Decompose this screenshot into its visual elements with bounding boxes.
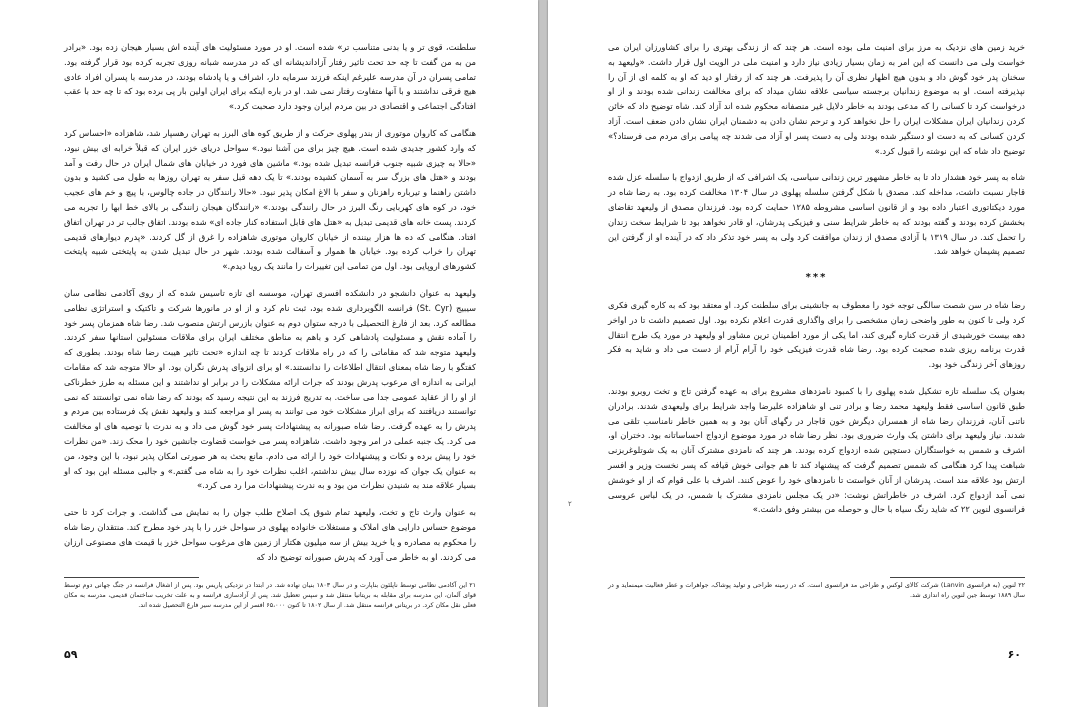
right-page [548, 0, 1087, 707]
footnote: ۲۲ لنوین (به فرانسوی Lanvin) شرکت کالای لوکس و طراحی مد فرانسوی است. که در زمینه طراحی و تولید پوشاک، جواهرات و عطر فعالیت میمنماید و در سال ۱۸۸۹ توسط جین لنوین راه اندازی شد. [608, 582, 1025, 600]
footnote-divider [890, 577, 1025, 578]
paragraph: شاه به پسر خود هشدار داد تا به خاطر مشهور ترین زندانی سیاسی، یک اشرافی که از طریق ازدواج با سلسله عزل شده قاجار نسبت داشت، مداخله کند. مصدق با شکل گرفتن سلسله پهلوی در سال ۱۳۰۴ مخالفت کرده بود. به رضا شاه در مورد دیکتاتوری اعتبار داده بود و از قانون اساسی مشروطه ۱۲۸۵ حمایت کرده بود. فرزندان مصدق از ولیعهد تقاضای بخشش کرده بودند و گفته بودند که به خاطر شرایط سنی و فیزیکی پدرشان، او قادر نخواهد بود تا شرایط سخت زندان را تحمل کند. در سال ۱۳۱۹ با آزادی مصدق از زندان موافقت کرد ولی به پسر خود تذکر داد که در آینده او از گرفتن این تصمیم پشیمان خواهد شد. [608, 172, 1026, 257]
paragraph: خرید زمین های نزدیک به مرز برای امنیت ملی بوده است. هر چند که از زندگی بهتری را برای کشاورزان ایران می خواست ولی می دانست که این امر به زمان بسیار زیادی نیاز دارد و امنیت ملی در الویت اول قرار داشت. «ولیعهد به سخنان پدر خود گوش داد و بدون هیچ اظهار نظری آن را پذیرفت. هر چند که از رفتار او دید که او به کلمه ای از آن را نپذیرفته است. او به موضوع زندانیان برجسته سیاسی علاقه نشان میداد که برای مخالفت زندانی شده بودند و از او درخواست کرد تا کسانی را که مدعی بودند به خاطر دلایل غیر منصفانه محکوم شده اند آزاد کند. شاه توضیح داد که خائن کردن زندانیان ایران مشکلات ایران را حل نخواهد کرد و ترحم نشان دادن به دشمنان ایران نشان دادن ضعف است. آزاد کردن کسانی که به دست او دستگیر شده بودند ولی به دست پسر او آزاد می شدند چه پیامی برای مردم می فرستاد؟» توضیح داد شاه که این نوشته را قبول کرد.» [608, 42, 1025, 156]
margin-mark: ۲ [568, 500, 572, 508]
section-separator: *** [805, 272, 828, 284]
footnote: ۲۱ این آکادمی نظامی توسط ناپلئون بناپارت و در سال ۱۸۰۳ بنیان نهاده شد. در ابتدا در نزدیکی پاریس بود. پس از اشغال فرانسه در جنگ جهانی دوم توسط قوای آلمان، این مدرسه برای مقابله به بریتانیا منتقل شد و سپس تعطیل شد. پس از آزادسازی فرانسه و به علت تخریب ساختمان قدیمی، مدرسه به مکان فعلی نقل مکان کرد. در بریتانی فرانسه منتقل شد. از سال ۱۸۰۲ تا کنون ۶۵،۰۰۰ افسر از این مدرسه سیر فارغ التحصیل شده اند. [64, 582, 476, 610]
paragraph: به عنوان وارث تاج و تخت، ولیعهد تمام شوق یک اصلاح طلب جوان را به نمایش می گذاشت. و جرات کرد تا حتی موضوع حساس دارایی های املاک و مستغلات خانواده پهلوی در سواحل خزر را با پدر خود مطرح کند. منتقدان رضا شاه را محکوم به مصادره و یا خرید بیش از سه میلیون هکتار از زمین های مرغوب سواحل خزر با قیمت های مصنوعی ارزان می کردند. او به خاطر می آورد که پدرش صبورانه توضیح داد که [64, 507, 476, 562]
paragraph: ولیعهد به عنوان دانشجو در دانشکده افسری تهران، موسسه ای تازه تاسیس شده که از روی آکادمی نظامی سان سیبیج (St. Cyr) فرانسه الگوبرداری شده بود، ثبت نام کرد و از او در مانورها شرکت و تاکتیک و استراتژی نظامی مطالعه کرد. بعد از فارغ التحصیلی با درجه ستوان دوم به عنوان بازرس ارتش منصوب شد. رضا شاه همزمان پسر خود را آماده نقش و مسئولیت پادشاهی کرد و باهم به مناطق مختلف ایران برای ملاقات مسئولین استانها سفر کردند. ولیعهد متوجه شد که مقاماتی را که در راه ملاقات کردند تا چه اندازه «تحت تاثیر هیبت رضا شاه بودند. بطوری که کفتگو با رضا شاه بمعنای انتقال اطلاعات را ندانستند.» او برای انزوای پدرش نگران بود. او حالا متوجه شد که مقامات ایرانی به اندازه ای مرعوب پدرش بودند که جرات ارائه مشکلات را در برابر او نداشتند و این مسئله به طرز خطرناکی از او را از عقاید عمومی جدا می ساخت. به تدریج فرزند به این نتیجه رسید که بودند که رضا شاه نمی توانستند که نمی توانستند دریافتند که برای ابراز مشکلات خود می توانند به پسر او مراجعه کنند و ولیعهد نقش یک فرستاده بین مردم و پدرش را به عهده گرفت. رضا شاه صبورانه به پیشنهادات پسر خود گوش می داد و به ندرت با توصیه های او مخالفت می کرد. یک جنبه عملی در امر وجود داشت. شاهزاده پسر می خواست قضاوت جانشین خود را محک زند. «من نظرات خود را پیش برده و نکات و پیشنهادات خود را ارائه می دادم. مانع بحث به هر صورتی امکان پذیر نبود، با این وجود، من به عنوان یک جوان که نوزده سال بیش نداشتم، اغلب نظرات خود را به شاه می گفتم.» و جالبی مسئله این بود که او بسیار علاقه مند به شنیدن نظرات من بود و به ندرت پیشنهادات مرا رد می کرد.» [64, 287, 477, 491]
left-page-body [64, 40, 476, 576]
paragraph: هنگامی که کاروان موتوری از بندر پهلوی حرکت و از طریق کوه های البرز به تهران رهسپار شد، شاهزاده «احساس کرد که وارد کشور جدیدی شده است. هیچ چیز برای من آشنا نبود.» سواحل دریای خزر ایران که قبلاً خرابه ای بیش نبود، «حالا به چیزی شبیه جنوب فرانسه تبدیل شده بود.» ماشین های فورد در خیابان های شمال ایران در حال رفت و آمد بودند و «هتل های بزرگ سر به آسمان کشیده بودند.» تا یک دهه قبل سفر به تهران روزها به طول می کشید و بدون داشتن راهنما و تیرباره راهزنان و سفر با الاغ امکان پذیر نبود. «حالا رانندگان در جاده چالوس، با پیچ و خم های عجیب خود، در کوه های کهربایی رنگ البرز در حال رانندگی بودند.» «رانندگان هیجان زانندگی بر بالای خط ابها را تجربه می کردند. پست خانه های قدیمی تبدیل به «هتل های قابل استفاده کنار جاده ای» شده بودند. اتفاق جالب تر در تهران اتفاق افتاد. هنگامی که ده ها هزار بیننده از خیابان کاروان موتوری شاهزاده را غرق از گل کردند. «پدرم دیوارهای قدیمی تهران را خراب کرده بود. خیابان ها هموار و آسفالت شده بودند. شهر در حال تبدیل شدن به پایتختی شبیه پایتخت کشورهای اروپایی بود. اول من تمامی این تغییرات را مانند یک رویا دیدم.» [64, 127, 476, 272]
page-number: ۵۹ [64, 648, 78, 661]
right-page-body [608, 40, 1025, 529]
paragraph: سلطنت، قوی تر و یا بدنی متناسب تر» شده است. او در مورد مسئولیت های آینده اش بسیار هیجان زده بود. «برادر من به من گفت تا چه حد تحت تاثیر رفتار آزاداندیشانه ای که در مدرسه شبانه روزی تجربه کرده بود قرار گرفته بود. تمامی پسران در آن مدرسه علیرغم اینکه فرزند سرمایه دار، اشراف و یا پادشاه بودند، در مدرسه با پسران افراد عادی هیچ فرقی نداشتند و با آنها متفاوت رفتار نمی شد. او در باره اینکه برای ایران اولین بار پی برده بود که تا چه حد با عقب افتادگی اجتماعی و اقتصادی در بین مردم ایران وجود دارد صحبت کرد.» [64, 42, 476, 112]
paragraph: رضا شاه در سن شصت سالگی توجه خود را معطوف به جانشینی برای سلطنت کرد. او معتقد بود که به کاره گیری فکری کرد ولی تا کنون به طور واضحی زمان مشخصی را برای واگذاری قدرت اعلام نکرده بود. اول تصمیم داشت تا در اواخر دهه بیست خورشیدی از قدرت کناره گیری کند، اما یکی از مورد اطمینان ترین مشاور او ولیعهد در مورد یک طرح انتقال قدرت برنامه ریزی شده صحبت کرده بود. رضا شاه قدرت فیزیکی خود را آرام آرام از دست می داد و شاید به فکر روزهای آخر زندگی خود بود. [608, 299, 1025, 370]
page-number: ۶۰ [1007, 648, 1021, 661]
footnote-divider [64, 577, 199, 578]
left-page [0, 0, 538, 707]
paragraph: بعنوان یک سلسله تازه تشکیل شده پهلوی را با کمبود نامزدهای مشروع برای به عهده گرفتن تاج و تخت روبرو بودند. طبق قانون اساسی فقط ولیعهد محمد رضا و برادر تنی او شاهزاده علیرضا واجد شرایط برای ولیعهدی شدند. برادران ناتنی آنان، فرزندان رضا شاه از همسران دیگرش خون قاجار در رگهای آنان بود و به همین خاطر نامناسب تلقی می شدند. نیاز ولیعهد برای داشتن یک وارث ضروری بود. نظر رضا شاه در مورد موضوع ازدواج احساساتانه بود. دختران او، اشرف و شمس به خواستگاران دستچین شده ازدواج کرده بودند. هر چند که نامزدی مشترک آنان به یک شوتلوغربزنی شباهت پیدا کرد هنگامی که شمس تصمیم گرفت که پیشنهاد کند تا هم جوانی خوش قیافه که پسر نخست وزیر و افسر ارتش بود علاقه مند است. پدرشان از آنان خواستت تا نامزدهای خود را عوض کنند. اشرف با علی قوام که از او خوشش نمی آمد ازدواج کرد. اشرف در خاطراتش نوشت: «در یک مجلس نامزدی مشترک با شمس، در یک لباس عروسی فرانسوی لنوین ۲۲ که شاید رنگ سیاه با حال و حوصله من بیشتر وفق داشت.» [608, 385, 1025, 515]
